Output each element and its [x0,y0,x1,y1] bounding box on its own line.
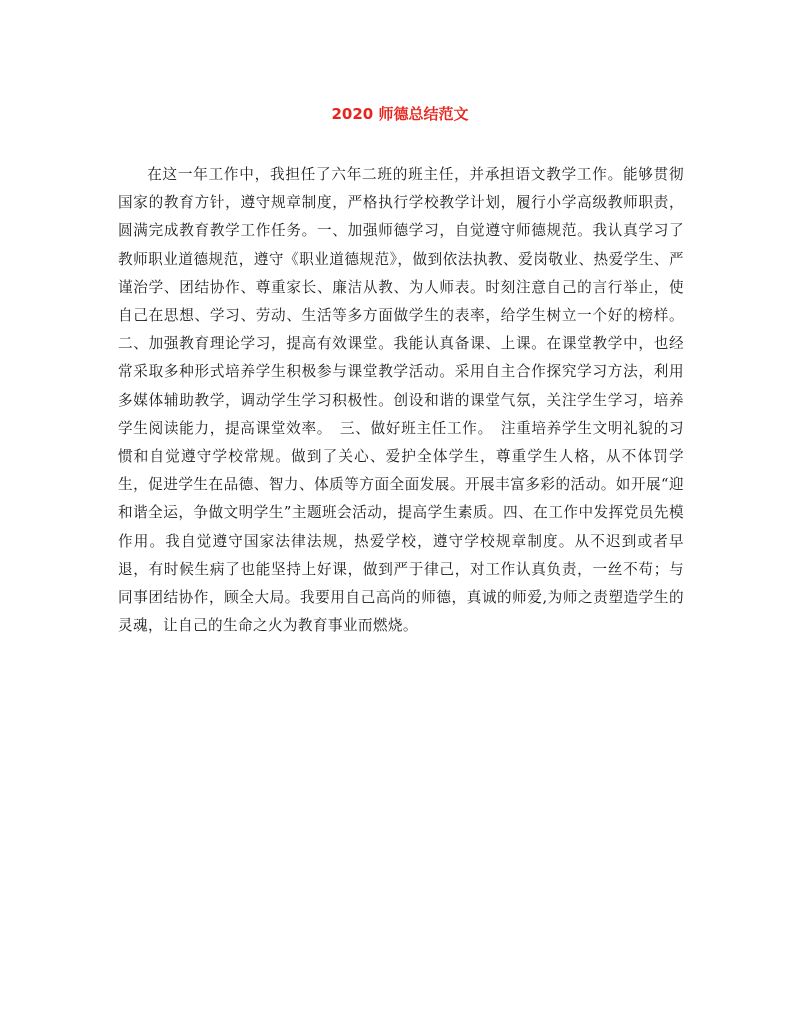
document-title: 2020 师德总结范文 [331,105,469,123]
document-body-paragraph: 在这一年工作中，我担任了六年二班的班主任，并承担语文教学工作。能够贯彻国家的教育方针，遵守规章制度，严格执行学校教学计划，履行小学高级教师职责，圆满完成教育教学工作任务。一、加强师德学习，自觉遵守师德规范。我认真学习了教师职业道德规范，遵守《职业道德规范》，做到依法执教、爱岗敬业、热爱学生、严谨治学、团结协作、尊重家长、廉洁从教、为人师表。时刻注意自己的言行举止，使自己在思想、学习、劳动、生活等多方面做学生的表率，给学生树立一个好的榜样。二、加强教育理论学习，提高有效课堂。我能认真备课、上课。在课堂教学中，也经常采取多种形式培养学生积极参与课堂教学活动。采用自主合作探究学习方法，利用多媒体辅助教学，调动学生学习积极性。创设和谐的课堂气氛，关注学生学习，培养学生阅读能力，提高课堂效率。 三、做好班主任工作。 注重培养学生文明礼貌的习惯和自觉遵守学校常规。做到了关心、爱护全体学生，尊重学生人格，从不体罚学生，促进学生在品德、智力、体质等方面全面发展。开展丰富多彩的活动。如开展“迎和谐全运，争做文明学生”主题班会活动，提高学生素质。四、在工作中发挥党员先模作用。我自觉遵守国家法律法规，热爱学校，遵守学校规章制度。从不迟到或者早退，有时候生病了也能坚持上好课，做到严于律己，对工作认真负责，一丝不苟；与同事团结协作，顾全大局。我要用自己高尚的师德，真诚的师爱,为师之责塑造学生的灵魂，让自己的生命之火为教育事业而燃烧。 [118,166,684,635]
